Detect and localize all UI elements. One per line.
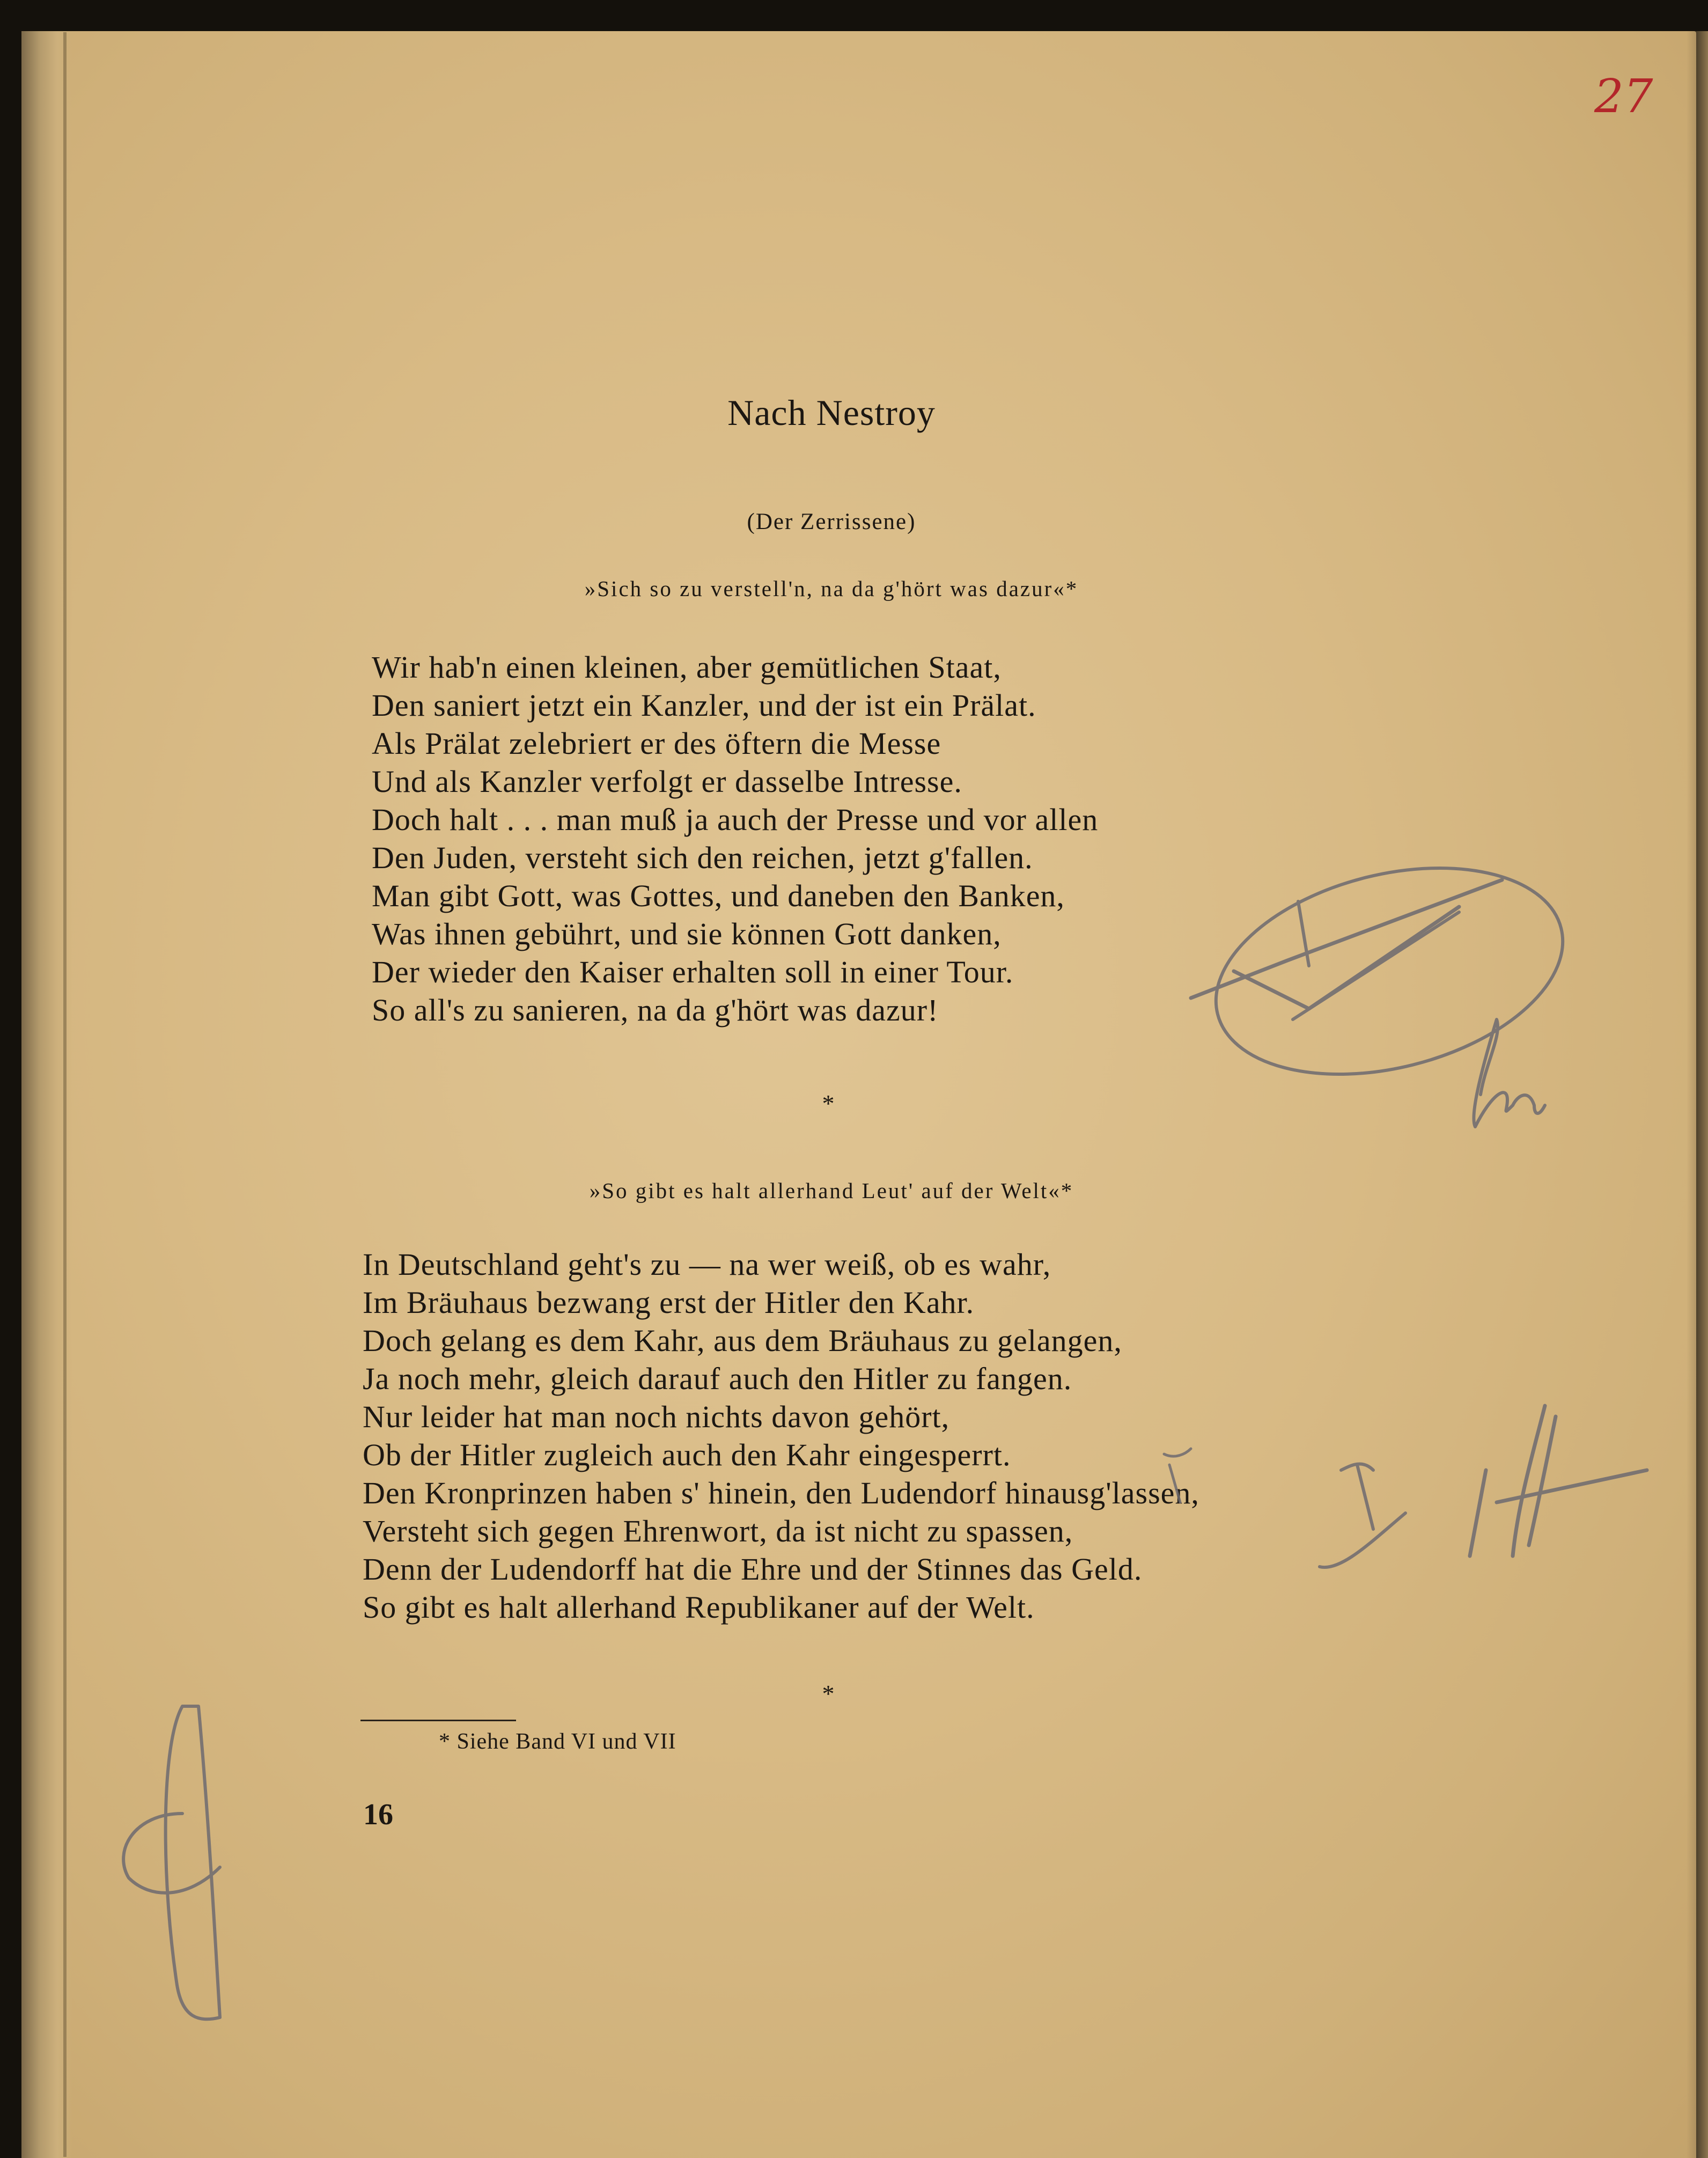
epigraph-second: »So gibt es halt allerhand Leut' auf der Welt«* bbox=[589, 1178, 1074, 1203]
stanza-first bbox=[372, 648, 1098, 1029]
verse-line: Im Bräuhaus bezwang erst der Hitler den Kahr. bbox=[363, 1285, 975, 1320]
verse-line: So all's zu sanieren, na da g'hört was dazur! bbox=[372, 993, 939, 1027]
verse-line: Ob der Hitler zugleich auch den Kahr eingesperrt. bbox=[363, 1437, 1011, 1472]
archive-page-marker: 27 bbox=[1594, 70, 1653, 123]
verse-line: Doch halt . . . man muß ja auch der Presse und vor allen bbox=[372, 802, 1099, 837]
verse-line: Versteht sich gegen Ehrenwort, da ist nicht zu spassen, bbox=[363, 1514, 1073, 1548]
verse-line: Der wieder den Kaiser erhalten soll in einer Tour. bbox=[372, 955, 1014, 989]
verse-line: So gibt es halt allerhand Republikaner auf der Welt. bbox=[363, 1590, 1035, 1625]
printed-page-number: 16 bbox=[363, 1798, 393, 1831]
verse-line: Doch gelang es dem Kahr, aus dem Bräuhaus zu gelangen, bbox=[363, 1323, 1122, 1358]
section-separator-end: * bbox=[822, 1680, 835, 1707]
stanza-second bbox=[363, 1245, 1199, 1626]
verse-line: In Deutschland geht's zu — na wer weiß, ob es wahr, bbox=[363, 1247, 1051, 1282]
verse-line: Den Juden, versteht sich den reichen, jetzt g'fallen. bbox=[372, 840, 1033, 875]
verse-line: Nur leider hat man noch nichts davon gehört, bbox=[363, 1399, 950, 1434]
poem-title: Nach Nestroy bbox=[727, 392, 936, 433]
footnote: * Siehe Band VI und VII bbox=[439, 1729, 676, 1754]
verse-line: Denn der Ludendorff hat die Ehre und der Stinnes das Geld. bbox=[363, 1552, 1143, 1587]
poem-subtitle: (Der Zerrissene) bbox=[747, 509, 916, 534]
verse-line: Und als Kanzler verfolgt er dasselbe Intresse. bbox=[372, 764, 962, 799]
verse-line: Den saniert jetzt ein Kanzler, und der ist ein Prälat. bbox=[372, 688, 1036, 723]
verse-line: Als Prälat zelebriert er des öftern die Messe bbox=[372, 726, 941, 761]
epigraph-first: »Sich so zu verstell'n, na da g'hört was dazur«* bbox=[584, 576, 1079, 601]
verse-line: Man gibt Gott, was Gottes, und daneben den Banken, bbox=[372, 878, 1065, 913]
verse-line: Was ihnen gebührt, und sie können Gott danken, bbox=[372, 916, 1002, 951]
footnote-rule bbox=[360, 1720, 516, 1721]
section-separator: * bbox=[822, 1090, 835, 1117]
page-edge-shadow bbox=[1687, 31, 1708, 2158]
verse-line: Ja noch mehr, gleich darauf auch den Hitler zu fangen. bbox=[363, 1361, 1072, 1396]
verse-line: Wir hab'n einen kleinen, aber gemütlichen Staat, bbox=[372, 650, 1002, 685]
verse-line: Den Kronprinzen haben s' hinein, den Ludendorf hinausg'lassen, bbox=[363, 1476, 1199, 1510]
